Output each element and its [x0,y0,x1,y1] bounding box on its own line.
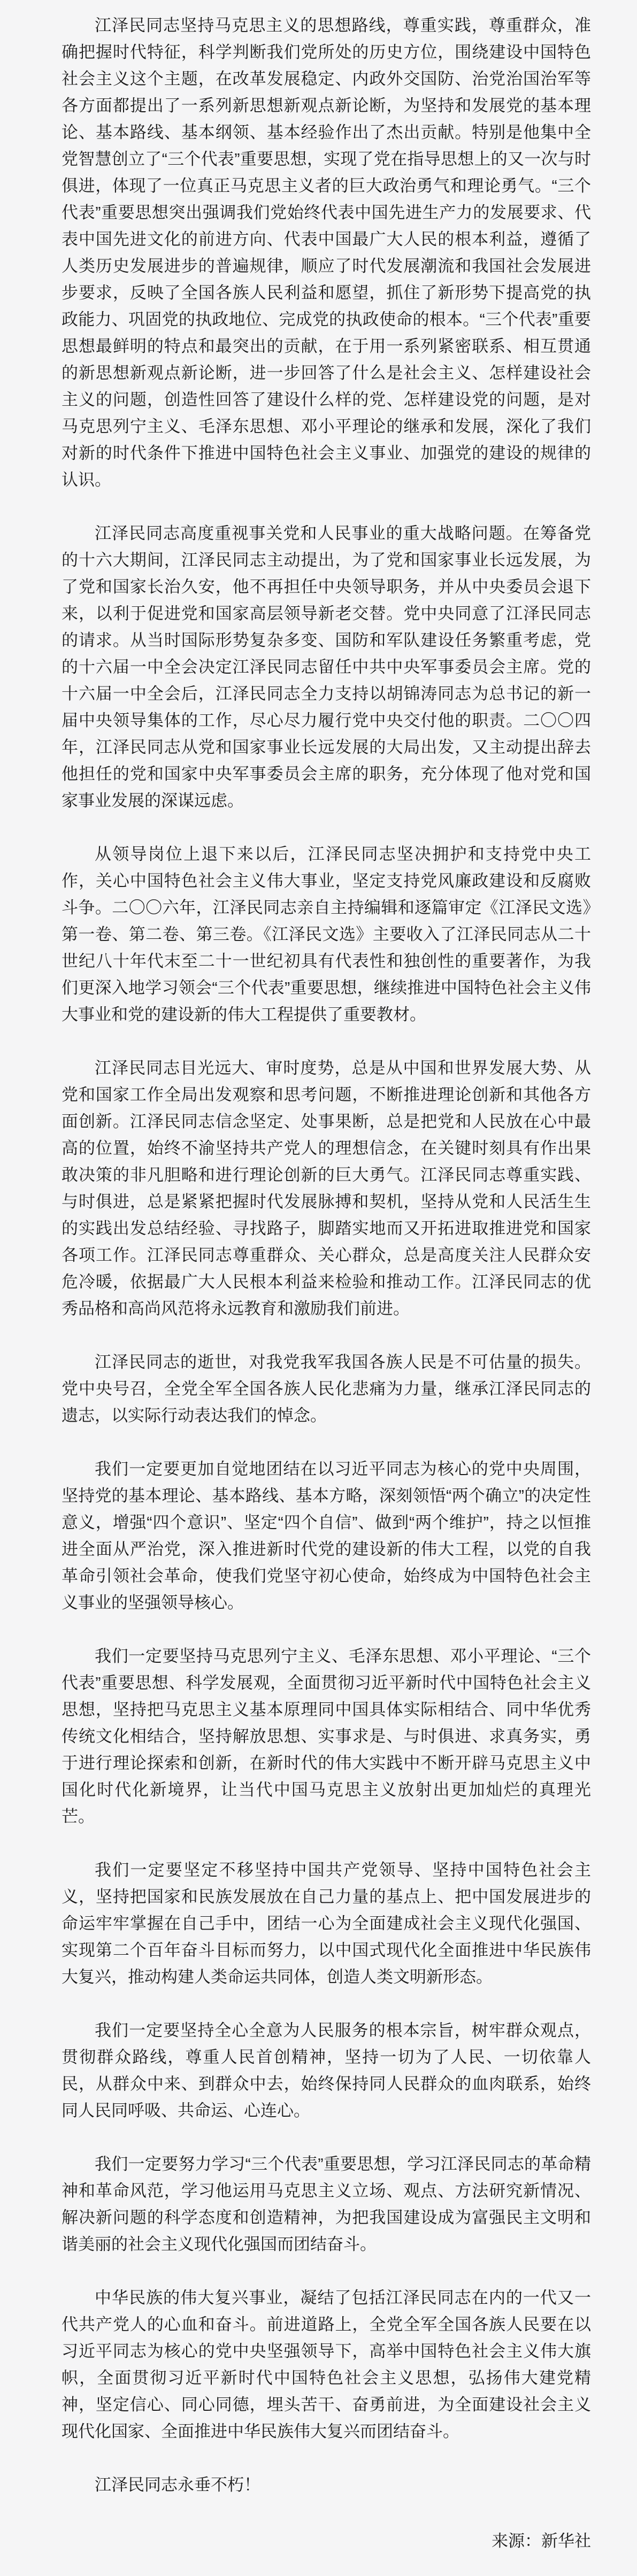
paragraph: 江泽民同志目光远大、审时度势，总是从中国和世界发展大势、从党和国家工作全局出发观察和思考问题，不断推进理论创新和其他各方面创新。江泽民同志信念坚定、处事果断，总是把党和人民放在心中最高的位置，始终不渝坚持共产党人的理想信念，在关键时刻具有作出果敢决策的非凡胆略和进行理论创新的巨大勇气。江泽民同志尊重实践、与时俱进，总是紧紧把握时代发展脉搏和契机，坚持从党和人民活生生的实践出发总结经验、寻找路子，脚踏实地而又开拓进取推进党和国家各项工作。江泽民同志尊重群众、关心群众，总是高度关注人民群众安危冷暖，依据最广大人民根本利益来检验和推动工作。江泽民同志的优秀品格和高尚风范将永远教育和激励我们前进。 [62,1059,591,1318]
paragraph: 中华民族的伟大复兴事业，凝结了包括江泽民同志在内的一代又一代共产党人的心血和奋斗。前进道路上，全党全军全国各族人民要在以习近平同志为核心的党中央坚强领导下，高举中国特色社会主义伟大旗帜，全面贯彻习近平新时代中国特色社会主义思想，弘扬伟大建党精神，坚定信心、同心同德，埋头苦干、奋勇前进，为全面建设社会主义现代化国家、全面推进中华民族伟大复兴而团结奋斗。 [62,2288,591,2441]
paragraph: 从领导岗位上退下来以后，江泽民同志坚决拥护和支持党中央工作，关心中国特色社会主义伟大事业，坚定支持党风廉政建设和反腐败斗争。二〇〇六年，江泽民同志亲自主持编辑和逐篇审定《江泽民文选》第一卷、第二卷、第三卷。《江泽民文选》主要收入了江泽民同志从二十世纪八十年代末至二十一世纪初具有代表性和独创性的重要著作，为我们更深入地学习领会“三个代表”重要思想，继续推进中国特色社会主义伟大事业和党的建设新的伟大工程提供了重要教材。 [62,845,591,1024]
obituary-article-body [62,12,591,2555]
paragraph: 我们一定要坚持全心全意为人民服务的根本宗旨，树牢群众观点，贯彻群众路线，尊重人民首创精神，坚持一切为了人民、一切依靠人民，从群众中来、到群众中去，始终保持同人民群众的血肉联系，始终同人民同呼吸、共命运、心连心。 [62,2021,591,2120]
paragraph: 江泽民同志的逝世，对我党我军我国各族人民是不可估量的损失。党中央号召，全党全军全国各族人民化悲痛为力量，继承江泽民同志的遗志，以实际行动表达我们的悼念。 [62,1353,591,1425]
paragraph: 江泽民同志坚持马克思主义的思想路线，尊重实践，尊重群众，准确把握时代特征，科学判断我们党所处的历史方位，围绕建设中国特色社会主义这个主题，在改革发展稳定、内政外交国防、治党治国治军等各方面都提出了一系列新思想新观点新论断，为坚持和发展党的基本理论、基本路线、基本纲领、基本经验作出了杰出贡献。特别是他集中全党智慧创立了“三个代表”重要思想，实现了党在指导思想上的又一次与时俱进，体现了一位真正马克思主义者的巨大政治勇气和理论勇气。“三个代表”重要思想突出强调我们党始终代表中国先进生产力的发展要求、代表中国先进文化的前进方向、代表中国最广大人民的根本利益，遵循了人类历史发展进步的普遍规律，顺应了时代发展潮流和我国社会发展进步要求，反映了全国各族人民利益和愿望，抓住了新形势下提高党的执政能力、巩固党的执政地位、完成党的执政使命的根本。“三个代表”重要思想最鲜明的特点和最突出的贡献，在于用一系列紧密联系、相互贯通的新思想新观点新论断，进一步回答了什么是社会主义、怎样建设社会主义的问题，创造性回答了建设什么样的党、怎样建设党的问题，是对马克思列宁主义、毛泽东思想、邓小平理论的继承和发展，深化了我们对新的时代条件下推进中国特色社会主义事业、加强党的建设的规律的认识。 [62,16,591,489]
source-attribution: 来源：新华社 [492,2532,591,2550]
paragraph: 我们一定要坚定不移坚持中国共产党领导、坚持中国特色社会主义，坚持把国家和民族发展放在自己力量的基点上、把中国发展进步的命运牢牢掌握在自己手中，团结一心为全面建成社会主义现代化强国、实现第二个百年奋斗目标而努力，以中国式现代化全面推进中华民族伟大复兴，推动构建人类命运共同体，创造人类文明新形态。 [62,1861,591,1986]
closing-slogan: 江泽民同志永垂不朽！ [95,2475,260,2494]
paragraph: 江泽民同志高度重视事关党和人民事业的重大战略问题。在筹备党的十六大期间，江泽民同志主动提出，为了党和国家事业长远发展，为了党和国家长治久安，他不再担任中央领导职务，并从中央委员会退下来，以利于促进党和国家高层领导新老交替。党中央同意了江泽民同志的请求。从当时国际形势复杂多变、国防和军队建设任务繁重考虑，党的十六届一中全会决定江泽民同志留任中共中央军事委员会主席。党的十六届一中全会后，江泽民同志全力支持以胡锦涛同志为总书记的新一届中央领导集体的工作，尽心尽力履行党中央交付他的职责。二〇〇四年，江泽民同志从党和国家事业长远发展的大局出发，又主动提出辞去他担任的党和国家中央军事委员会主席的职务，充分体现了他对党和国家事业发展的深谋远虑。 [62,524,591,810]
paragraph: 我们一定要努力学习“三个代表”重要思想，学习江泽民同志的革命精神和革命风范，学习他运用马克思主义立场、观点、方法研究新情况、解决新问题的科学态度和创造精神，为把我国建设成为富强民主文明和谐美丽的社会主义现代化强国而团结奋斗。 [62,2155,591,2254]
paragraph: 我们一定要更加自觉地团结在以习近平同志为核心的党中央周围，坚持党的基本理论、基本路线、基本方略，深刻领悟“两个确立”的决定性意义，增强“四个意识”、坚定“四个自信”、做到“两个维护”，持之以恒推进全面从严治党，深入推进新时代党的建设新的伟大工程，以党的自我革命引领社会革命，使我们党坚守初心使命，始终成为中国特色社会主义事业的坚强领导核心。 [62,1460,591,1612]
paragraph: 我们一定要坚持马克思列宁主义、毛泽东思想、邓小平理论、“三个代表”重要思想、科学发展观，全面贯彻习近平新时代中国特色社会主义思想，坚持把马克思主义基本原理同中国具体实际相结合、同中华优秀传统文化相结合，坚持解放思想、实事求是、与时俱进、求真务实，勇于进行理论探索和创新，在新时代的伟大实践中不断开辟马克思主义中国化时代化新境界，让当代中国马克思主义放射出更加灿烂的真理光芒。 [62,1647,591,1826]
